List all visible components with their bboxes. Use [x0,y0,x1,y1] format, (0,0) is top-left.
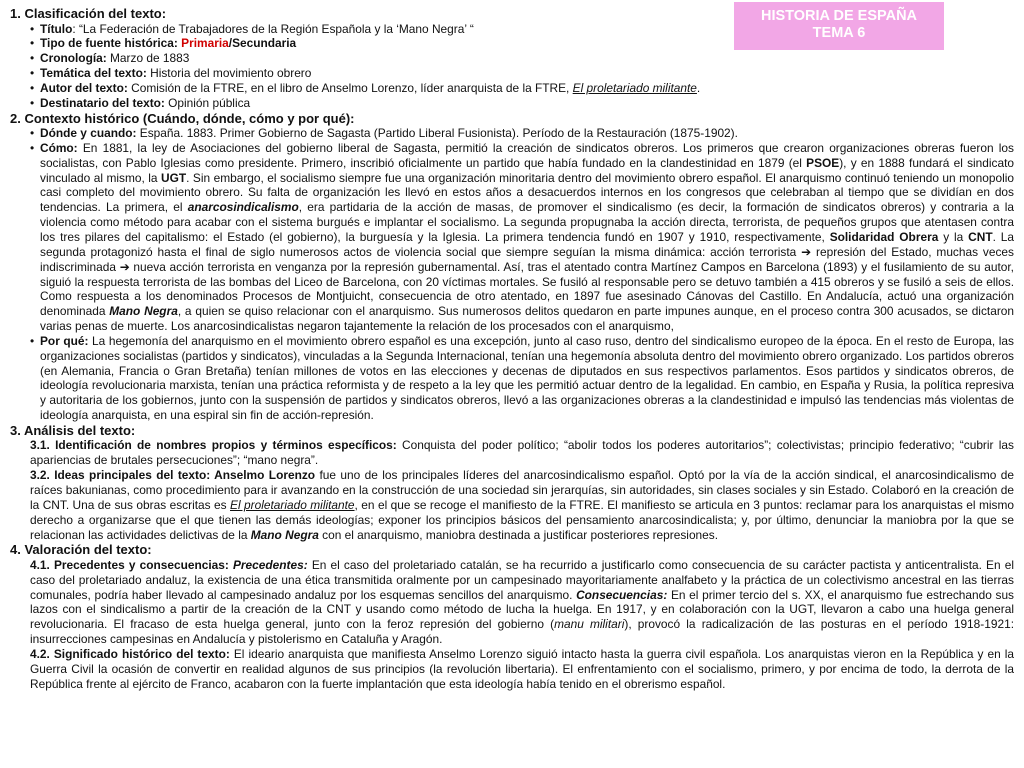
badge-topic: TEMA 6 [812,25,866,41]
arrow-icon: ➔ [119,259,130,274]
analysis-3-1: 3.1. Identificación de nombres propios y términos específicos: Conquista del poder político; “abolir todos los poderes autoritarios”; colectivistas; principio federativo; “cubrir las apariencias de brutales persecuciones”; “mano negra”. [30,438,1014,468]
primaria-highlight: Primaria [181,36,229,51]
analysis-3-2: 3.2. Ideas principales del texto: Anselmo Lorenzo fue uno de los principales líderes del anarcosindicalismo español. Optó por la vía de la acción sindical, el anarcosindicalismo de raíces bakunianas, como procedimiento para ir avanzando en la construcción de una sociedad sin jerarquías, sin autoridades, sin clases sociales y sin Estado. Colaboró en la creación de la CNT. Una de sus obras escritas es El proletariado militante, en el que se recoge el manifiesto de la FTRE. El manifiesto se articula en 3 puntos: reclamar para los anarquistas el mismo derecho a organizarse que el que tienen las demás ideologías; exponer los principios básicos del pensamiento anarcosindicalista; y, por último, denunciar la maniobra por la que se relacionan las actividades delictivas de la Mano Negra con el anarquismo, maniobra destinada a justificar posteriores represiones. [30,468,1015,542]
autor-item: • Autor del texto: Comisión de la FTRE, en el libro de Anselmo Lorenzo, líder anarquista de la FTRE, El proletariado militante. [30,81,1014,96]
section-4-heading: 4. Valoración del texto: [10,542,152,558]
tipo-item: • Tipo de fuente histórica: Primaria/Secundaria [30,36,1014,51]
valoracion-4-2: 4.2. Significado histórico del texto: El ideario anarquista que manifiesta Anselmo Lorenzo siguió intacto hasta la guerra civil española. Los anarquistas vieron en la República y en la Guerra Civil la ocasión de convertir en realidad algunos de sus principios (la revolución libertaria). El enfrentamiento con el socialismo, primero, y por encima de todo, la derrota de la República frente al ejército de Franco, acabaron con la fuerte implantación que esta ideología había tenido en el obrerismo español. [30,646,1015,691]
cronologia-item: • Cronología: Marzo de 1883 [30,51,1014,66]
tematica-item: • Temática del texto: Historia del movimiento obrero [30,66,1014,81]
arrow-icon: ➔ [801,244,812,259]
section-2-heading: 2. Contexto histórico (Cuándo, dónde, cómo y por qué): [10,110,355,126]
document-page [10,6,1014,691]
section-3-heading: 3. Análisis del texto: [10,422,136,438]
valoracion-4-1: 4.1. Precedentes y consecuencias: Precedentes: En el caso del proletariado catalán, se ha recurrido a justificarlo como consecuencia de su carácter pactista y anticentralista. En el caso del proletariado andaluz, la existencia de una ética transmitida oralmente por un campesinado mayoritariamente analfabeto y la práctica de un colectivismo ancestral en las tierras comunales, podría haber llevado al campesinado andaluz por los esquemas sencillos del anarquismo. Consecuencias: En el primer tercio del s. XX, el anarquismo fue estrechando sus lazos con el sindicalismo a partir de la creación de la CNT y usando como método de lucha la huelga. En 1917, y en colaboración con la UGT, llevaron a cabo una huelga general revolucionaria. El fracaso de esta huelga general, junto con la feroz represión del gobierno (manu militari), provocó la radicalización de las posturas en el período 1918-1921: insurrecciones campesinas en Andalucía y pistolerismo en Cataluña y Aragón. [30,557,1015,647]
destinatario-item: • Destinatario del texto: Opinión pública [30,96,1014,111]
course-badge [734,2,944,50]
book-title: El proletariado militante [572,80,697,95]
donde-item: • Dónde y cuando: España. 1883. Primer Gobierno de Sagasta (Partido Liberal Fusionista). Período de la Restauración (1875-1902). [30,126,1014,141]
como-item: • Cómo: En 1881, la ley de Asociaciones del gobierno liberal de Sagasta, permitió la creación de sindicatos obreros. Los primeros que crearon organizaciones obreras fueron los socialistas, con Pablo Iglesias como presidente. Primero, inscribió oficialmente un partido que había fundado en la clandestinidad en 1879 (el PSOE), y en 1888 fundará el sindicato vinculado al mismo, la UGT. Sin embargo, el socialismo siempre fue una organización minoritaria dentro del movimiento obrero español. El anarquismo continuó teniendo un monopolio casi completo del movimiento obrero. Su falta de organización les llevó en estos años a desacuerdos internos en los congresos que celebraban al tiempo que se dividían en dos tendencias. La primera, el anarcosindicalismo, era partidaria de la acción de masas, de promover el sindicalismo (es decir, la formación de sindicatos obreros) y contraria a la violencia como método para acabar con el sistema burgués e implantar el socialismo. La segunda propugnaba la acción directa, terrorista, de pequeños grupos que atentasen contra los tres pilares del capitalismo: el Estado (el gobierno), la burguesía y la Iglesia. La primera tendencia fundó en 1907 y 1910, respectivamente, Solidaridad Obrera y la CNT. La segunda protagonizó hasta el final de siglo numerosos actos de violencia social que siempre seguían la misma dinámica: acción terrorista ➔ represión del Estado, muchas veces indiscriminada ➔ nueva acción terrorista en venganza por la represión gubernamental. Así, tras el atentado contra Martínez Campos en Barcelona (1893) y el fusilamiento de su autor, siguió la respuesta terrorista de las bombas del Liceo de Barcelona, con 20 víctimas mortales. Se fusiló al responsable pero se detuvo también a 415 obreros y se fusiló a seis de ellos. Como respuesta a los denominados Procesos de Montjuicht, consecuencia de otro atentado, en 1897 fue asesinado Cánovas del Castillo. En Andalucía, actuó una organización denominada Mano Negra, a quien se quiso relacionar con el anarquismo. Sus numerosos delitos quedaron en parte impunes aunque, en el proceso contra 300 acusados, se dictaron varias penas de muerte. Los anarcosindicalistas negaron tajantemente la relación de los procesados con el anarquismo, [30,141,1014,334]
context-list [10,126,1014,423]
book-title: El proletariado militante [230,497,355,512]
badge-subject: HISTORIA DE ESPAÑA [760,8,918,24]
porque-item: • Por qué: La hegemonía del anarquismo en el movimiento obrero español es una excepción, junto al caso ruso, dentro del sindicalismo europeo de la época. En el resto de Europa, las organizaciones socialistas (partidos y sindicatos), vinculadas a la Segunda Internacional, tenían una hegemonía absoluta dentro del movimiento obrero organizado. Los partidos obreros (en Alemania, Francia o Gran Bretaña) tenían millones de votos en las elecciones y decenas de diputados en sus respectivos parlamentos. Esos partidos y sindicatos obreros, de ideología revolucionaria marxista, tenían una práctica reformista y de respeto a la ley que les permitió actuar dentro de la legalidad. En cambio, en España y Rusia, la política represiva y autoritaria de los gobiernos, junto con la suspensión de partidos y sindicatos obreros, llevó a las organizaciones obreras a la clandestinidad e impulsó las tendencias más violentas de ideología anarquista, en una espiral sin fin de acción-represión. [30,334,1014,423]
titulo-item: • Título: “La Federación de Trabajadores de la Región Española y la ‘Mano Negra’ “ [30,22,1014,37]
section-1-heading: 1. Clasificación del texto: [10,6,167,21]
